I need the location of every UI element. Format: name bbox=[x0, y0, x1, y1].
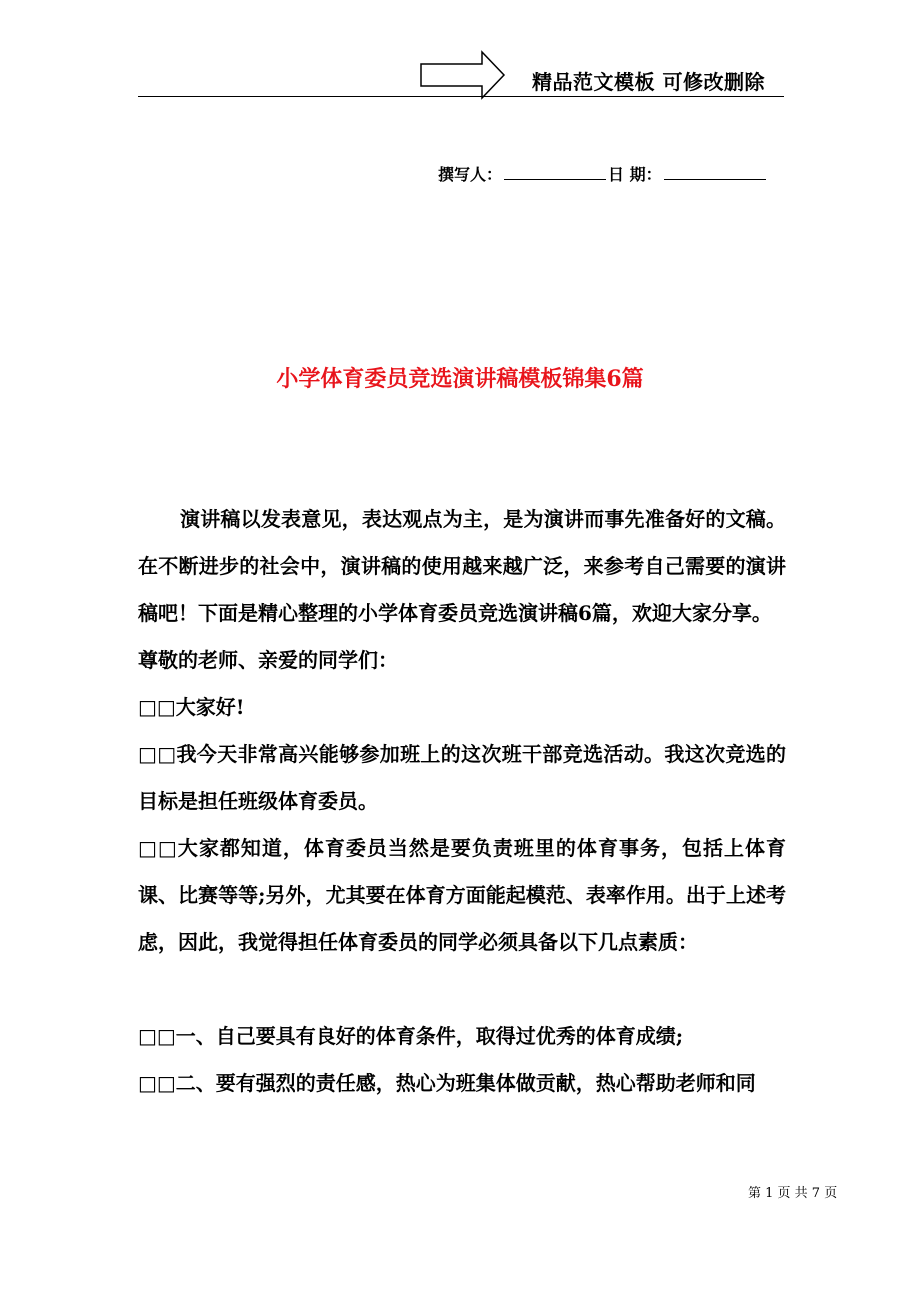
greeting-paragraph: 尊敬的老师、亲爱的同学们： bbox=[138, 648, 398, 672]
paragraph-gap bbox=[138, 966, 786, 1013]
body-paragraph: □□大家好! bbox=[138, 695, 245, 719]
date-blank bbox=[664, 165, 766, 180]
point-paragraph: □□一、自己要具有良好的体育条件，取得过优秀的体育成绩; bbox=[138, 1024, 684, 1048]
header-divider bbox=[138, 96, 784, 97]
author-label: 撰写人： bbox=[438, 165, 503, 184]
date-label: 日 期： bbox=[608, 165, 662, 184]
author-blank bbox=[504, 165, 606, 180]
body-paragraph: □□我今天非常高兴能够参加班上的这次班干部竞选活动。我这次竞选的目标是担任班级体育委员。 bbox=[138, 742, 786, 813]
point-paragraph: □□二、要有强烈的责任感，热心为班集体做贡献，热心帮助老师和同 bbox=[138, 1071, 756, 1095]
author-date-line bbox=[438, 162, 768, 185]
page-number: 第 1 页 共 7 页 bbox=[748, 1186, 838, 1201]
right-arrow-icon bbox=[420, 50, 506, 100]
document-title: 小学体育委员竞选演讲稿模板锦集6篇 bbox=[276, 366, 644, 392]
document-body bbox=[138, 496, 786, 1107]
header-title: 精品范文模板 可修改删除 bbox=[532, 70, 765, 94]
body-paragraph: □□大家都知道，体育委员当然是要负责班里的体育事务，包括上体育课、比赛等等;另外，尤其要在体育方面能起模范、表率作用。出于上述考虑，因此，我觉得担任体育委员的同学必须具备以下几点素质： bbox=[138, 836, 786, 954]
intro-paragraph: 演讲稿以发表意见，表达观点为主，是为演讲而事先准备好的文稿。在不断进步的社会中，演讲稿的使用越来越广泛，来参考自己需要的演讲稿吧！下面是精心整理的小学体育委员竞选演讲稿6篇，欢迎大家分享。 bbox=[138, 507, 786, 625]
